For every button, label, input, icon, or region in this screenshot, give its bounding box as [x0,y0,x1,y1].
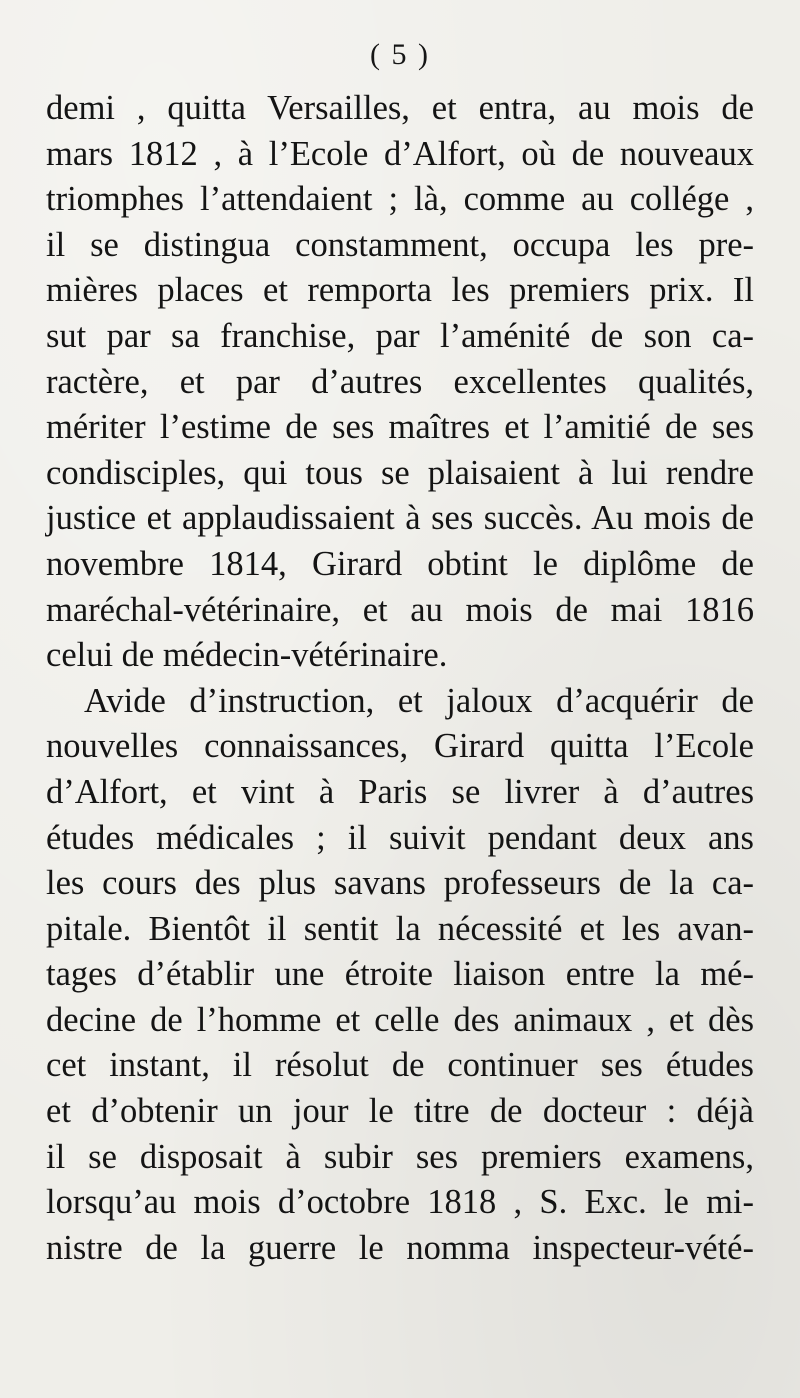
text-line: lorsqu’au mois d’octobre 1818 , S. Exc. le mi- [46,1183,754,1222]
text-line: mières places et remporta les premiers prix. Il [46,271,754,310]
text-line: justice et applaudissaient à ses succès. Au mois de [46,499,754,538]
text-line: nistre de la guerre le nomma inspecteur-vété- [46,1228,754,1267]
text-line: ractère, et par d’autres excellentes qualités, [46,362,754,401]
text-line: maréchal-vétérinaire, et au mois de mai 1816 [46,590,754,629]
text-line: il se distingua constamment, occupa les pre- [46,225,754,264]
text-line: et d’obtenir un jour le titre de docteur : déjà [46,1092,754,1131]
text-line: triomphes l’attendaient ; là, comme au collége , [46,180,754,219]
body-text [46,86,754,1271]
text-line: Avide d’instruction, et jaloux d’acquérir de [84,681,754,720]
text-line: il se disposait à subir ses premiers examens, [46,1137,754,1176]
paragraph [46,679,754,1272]
text-line: études médicales ; il suivit pendant deux ans [46,818,754,857]
text-line: decine de l’homme et celle des animaux , et dès [46,1000,754,1039]
text-line: tages d’établir une étroite liaison entre la mé- [46,955,754,994]
text-line: condisciples, qui tous se plaisaient à lui rendre [46,453,754,492]
text-line: mars 1812 , à l’Ecole d’Alfort, où de nouveaux [46,134,754,173]
text-line: celui de médecin-vétérinaire. [46,636,448,675]
paragraph [46,86,754,679]
text-line: les cours des plus savans professeurs de la ca- [46,864,754,903]
text-line: cet instant, il résolut de continuer ses études [46,1046,754,1085]
text-line: nouvelles connaissances, Girard quitta l’Ecole [46,727,754,766]
text-line: pitale. Bientôt il sentit la nécessité et les avan- [46,909,754,948]
text-line: mériter l’estime de ses maîtres et l’amitié de ses [46,408,754,447]
text-line: novembre 1814, Girard obtint le diplôme de [46,544,754,583]
text-line: sut par sa franchise, par l’aménité de son ca- [46,316,754,355]
text-line: demi , quitta Versailles, et entra, au mois de [46,89,754,127]
page-number: ( 5 ) [370,38,430,71]
text-line: d’Alfort, et vint à Paris se livrer à d’autres [46,772,754,811]
